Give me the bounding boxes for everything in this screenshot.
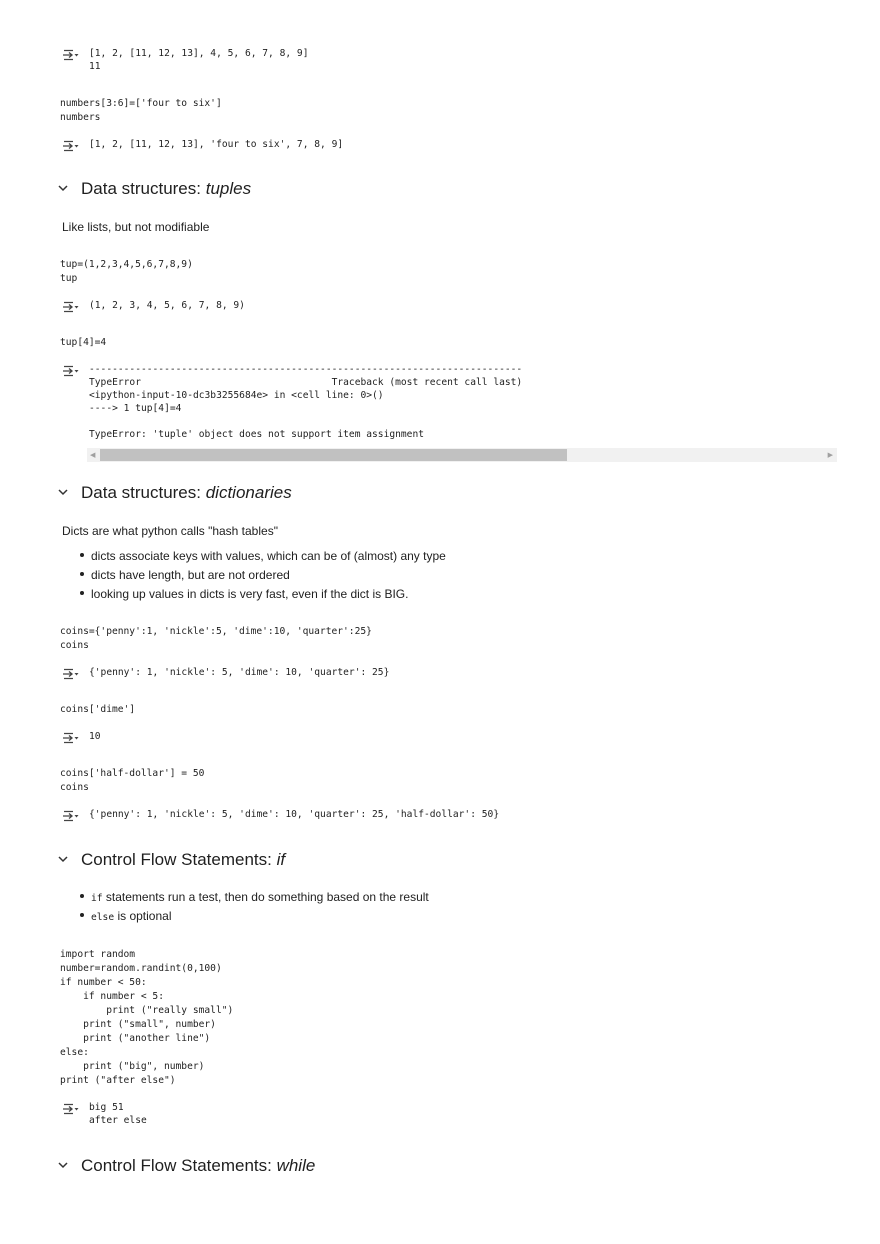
bullet-item bbox=[80, 548, 446, 564]
bullet-icon bbox=[80, 553, 84, 557]
output-line: [1, 2, [11, 12, 13], 4, 5, 6, 7, 8, 9] bbox=[89, 48, 309, 59]
code-cell[interactable] bbox=[60, 625, 372, 653]
cell-output bbox=[89, 1101, 147, 1127]
code-line: import random bbox=[60, 949, 136, 960]
scroll-right-icon[interactable]: ▶ bbox=[827, 451, 833, 459]
code-line: print ("small", number) bbox=[60, 1019, 216, 1030]
output-line: {'penny': 1, 'nickle': 5, 'dime': 10, 'quarter': 25, 'half-dollar': 50} bbox=[89, 809, 500, 820]
cell-output bbox=[89, 47, 309, 73]
code-line: coins bbox=[60, 640, 89, 651]
output-line: ----> 1 tup[4]=4 bbox=[89, 403, 182, 414]
code-cell[interactable] bbox=[60, 336, 106, 350]
output-line: (1, 2, 3, 4, 5, 6, 7, 8, 9) bbox=[89, 300, 245, 311]
heading-emphasis: if bbox=[276, 850, 286, 869]
cell-output bbox=[89, 363, 522, 441]
inline-code: if bbox=[91, 893, 103, 904]
bullet-text: dicts have length, but are not ordered bbox=[91, 568, 290, 582]
bullet-text: is optional bbox=[114, 909, 172, 923]
scroll-left-icon[interactable]: ◀ bbox=[90, 451, 96, 459]
section-heading bbox=[58, 482, 292, 504]
bullet-icon bbox=[80, 913, 84, 917]
code-line: coins={'penny':1, 'nickle':5, 'dime':10, 'quarter':25} bbox=[60, 626, 372, 637]
markdown-text: Dicts are what python calls "hash tables" bbox=[62, 524, 278, 538]
cell-output bbox=[89, 808, 499, 821]
output-line: <ipython-input-10-dc3b3255684e> in <cell line: 0>() bbox=[89, 390, 384, 401]
code-line: numbers bbox=[60, 112, 101, 123]
code-line: print ("after else") bbox=[60, 1075, 176, 1086]
bullet-item bbox=[80, 586, 408, 602]
output-line: 10 bbox=[89, 731, 101, 742]
output-line bbox=[89, 415, 522, 428]
code-cell[interactable] bbox=[60, 258, 193, 286]
scrollbar-thumb[interactable] bbox=[100, 449, 567, 461]
collapse-chevron-icon[interactable] bbox=[58, 178, 72, 200]
bullet-item bbox=[80, 889, 429, 907]
heading-text: Control Flow Statements: bbox=[81, 850, 277, 869]
cell-output bbox=[89, 666, 389, 679]
output-toggle-icon[interactable] bbox=[62, 809, 80, 821]
heading-text: Data structures: bbox=[81, 179, 206, 198]
collapse-chevron-icon[interactable] bbox=[58, 482, 72, 504]
heading-text: Control Flow Statements: bbox=[81, 1156, 277, 1175]
collapse-chevron-icon[interactable] bbox=[58, 1155, 72, 1177]
output-line: big 51 bbox=[89, 1102, 124, 1113]
bullet-text: looking up values in dicts is very fast, even if the dict is BIG. bbox=[91, 587, 409, 601]
output-toggle-icon[interactable] bbox=[62, 364, 80, 376]
code-line: if number < 50: bbox=[60, 977, 147, 988]
collapse-chevron-icon[interactable] bbox=[58, 849, 72, 871]
code-line: if number < 5: bbox=[60, 991, 164, 1002]
heading-emphasis: dictionaries bbox=[205, 483, 292, 502]
section-heading bbox=[58, 849, 285, 871]
bullet-text: dicts associate keys with values, which can be of (almost) any type bbox=[91, 549, 446, 563]
bullet-item bbox=[80, 567, 290, 583]
cell-output bbox=[89, 730, 101, 743]
bullet-icon bbox=[80, 894, 84, 898]
code-line: else: bbox=[60, 1047, 89, 1058]
heading-emphasis: while bbox=[276, 1156, 316, 1175]
cell-output bbox=[89, 138, 343, 151]
output-toggle-icon[interactable] bbox=[62, 48, 80, 60]
code-line: tup bbox=[60, 273, 78, 284]
code-cell[interactable] bbox=[60, 97, 222, 125]
output-toggle-icon[interactable] bbox=[62, 1102, 80, 1114]
output-line: TypeError: 'tuple' object does not support item assignment bbox=[89, 429, 425, 440]
code-line: print ("big", number) bbox=[60, 1061, 205, 1072]
section-heading bbox=[58, 1155, 315, 1177]
bullet-icon bbox=[80, 591, 84, 595]
heading-emphasis: tuples bbox=[205, 179, 252, 198]
inline-code: else bbox=[91, 912, 115, 923]
code-cell[interactable] bbox=[60, 703, 135, 717]
code-line: tup[4]=4 bbox=[60, 337, 107, 348]
output-toggle-icon[interactable] bbox=[62, 667, 80, 679]
output-toggle-icon[interactable] bbox=[62, 139, 80, 151]
output-toggle-icon[interactable] bbox=[62, 731, 80, 743]
code-line: tup=(1,2,3,4,5,6,7,8,9) bbox=[60, 259, 193, 270]
bullet-text: statements run a test, then do something based on the result bbox=[102, 890, 429, 904]
code-line: coins['dime'] bbox=[60, 704, 136, 715]
code-line: number=random.randint(0,100) bbox=[60, 963, 222, 974]
section-heading bbox=[58, 178, 251, 200]
markdown-text: Like lists, but not modifiable bbox=[62, 220, 210, 234]
code-line: print ("really small") bbox=[60, 1005, 234, 1016]
code-line: numbers[3:6]=['four to six'] bbox=[60, 98, 222, 109]
code-line: coins['half-dollar'] = 50 bbox=[60, 768, 205, 779]
output-line: --------------------------------------------------------------------------- bbox=[89, 364, 523, 375]
code-line: coins bbox=[60, 782, 89, 793]
code-cell[interactable] bbox=[60, 767, 204, 795]
bullet-item bbox=[80, 908, 171, 926]
heading-text: Data structures: bbox=[81, 483, 206, 502]
output-line: {'penny': 1, 'nickle': 5, 'dime': 10, 'quarter': 25} bbox=[89, 667, 390, 678]
output-toggle-icon[interactable] bbox=[62, 300, 80, 312]
horizontal-scrollbar[interactable] bbox=[87, 448, 837, 462]
code-line: print ("another line") bbox=[60, 1033, 211, 1044]
cell-output bbox=[89, 299, 245, 312]
output-line: after else bbox=[89, 1115, 147, 1126]
code-cell[interactable] bbox=[60, 948, 233, 1088]
output-line: [1, 2, [11, 12, 13], 'four to six', 7, 8, 9] bbox=[89, 139, 344, 150]
output-line: 11 bbox=[89, 61, 101, 72]
output-line: TypeError Traceback (most recent call last) bbox=[89, 377, 523, 388]
bullet-icon bbox=[80, 572, 84, 576]
